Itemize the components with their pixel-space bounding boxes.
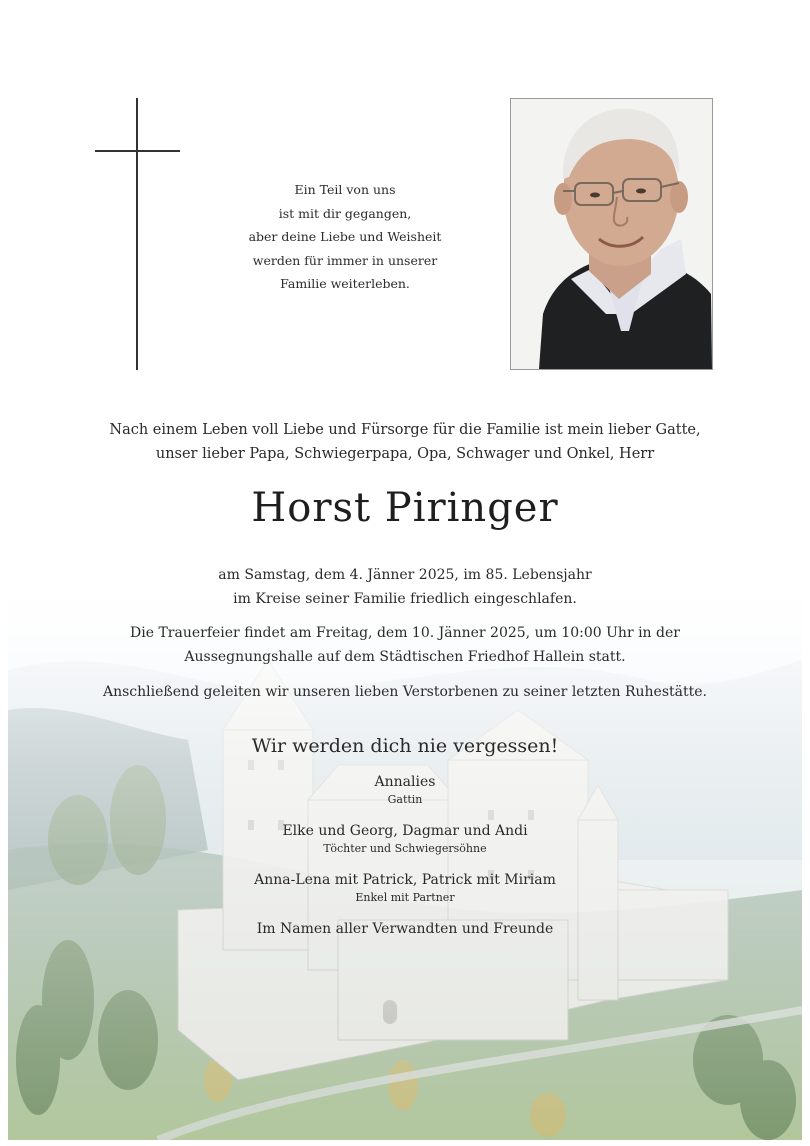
mourner-name: Im Namen aller Verwandten und Freunde [256, 921, 554, 937]
portrait-photo [510, 98, 713, 370]
mourner-name: Annalies [374, 774, 436, 790]
poem-line: Ein Teil von uns [294, 182, 396, 197]
poem-line: Familie weiterleben. [280, 276, 410, 291]
mourner-entry [205, 870, 605, 905]
mourner-entry [205, 772, 605, 807]
mourner-relation: Gattin [387, 793, 423, 806]
mourner-entry [205, 821, 605, 856]
burial-notice [60, 680, 750, 704]
funeral-notice [60, 621, 750, 669]
mourner-name: Elke und Georg, Dagmar und Andi [282, 823, 528, 839]
death-line: am Samstag, dem 4. Jänner 2025, im 85. Lebensjahr [218, 567, 592, 583]
mourner-name: Anna-Lena mit Patrick, Patrick mit Miriam [254, 872, 556, 888]
cross-icon [136, 98, 138, 370]
intro-line: Nach einem Leben voll Liebe und Fürsorge für die Familie ist mein lieber Gatte, [109, 422, 701, 438]
motto: Wir werden dich nie vergessen! [251, 735, 559, 757]
funeral-line: Aussegnungshalle auf dem Städtischen Friedhof Hallein statt. [184, 649, 626, 665]
death-notice [60, 563, 750, 611]
poem-line: aber deine Liebe und Weisheit [248, 229, 442, 244]
mourner-entry [205, 919, 605, 939]
intro-line: unser lieber Papa, Schwiegerpapa, Opa, Schwager und Onkel, Herr [155, 446, 655, 462]
poem-line: werden für immer in unserer [252, 252, 438, 268]
poem-line: ist mit dir gegangen, [278, 205, 412, 221]
funeral-line: Die Trauerfeier findet am Freitag, dem 10. Jänner 2025, um 10:00 Uhr in der [130, 625, 680, 641]
cross-icon-bar [95, 150, 180, 152]
mourner-relation: Töchter und Schwiegersöhne [323, 842, 487, 855]
mourner-relation: Enkel mit Partner [355, 891, 455, 904]
mourners-list [205, 772, 605, 953]
burial-line: Anschließend geleiten wir unseren lieben Verstorbenen zu seiner letzten Ruhestätte. [103, 684, 707, 700]
poem [230, 178, 460, 296]
intro-text [60, 418, 750, 466]
death-line: im Kreise seiner Familie friedlich eingeschlafen. [233, 591, 577, 607]
deceased-name: Horst Piringer [251, 485, 559, 531]
